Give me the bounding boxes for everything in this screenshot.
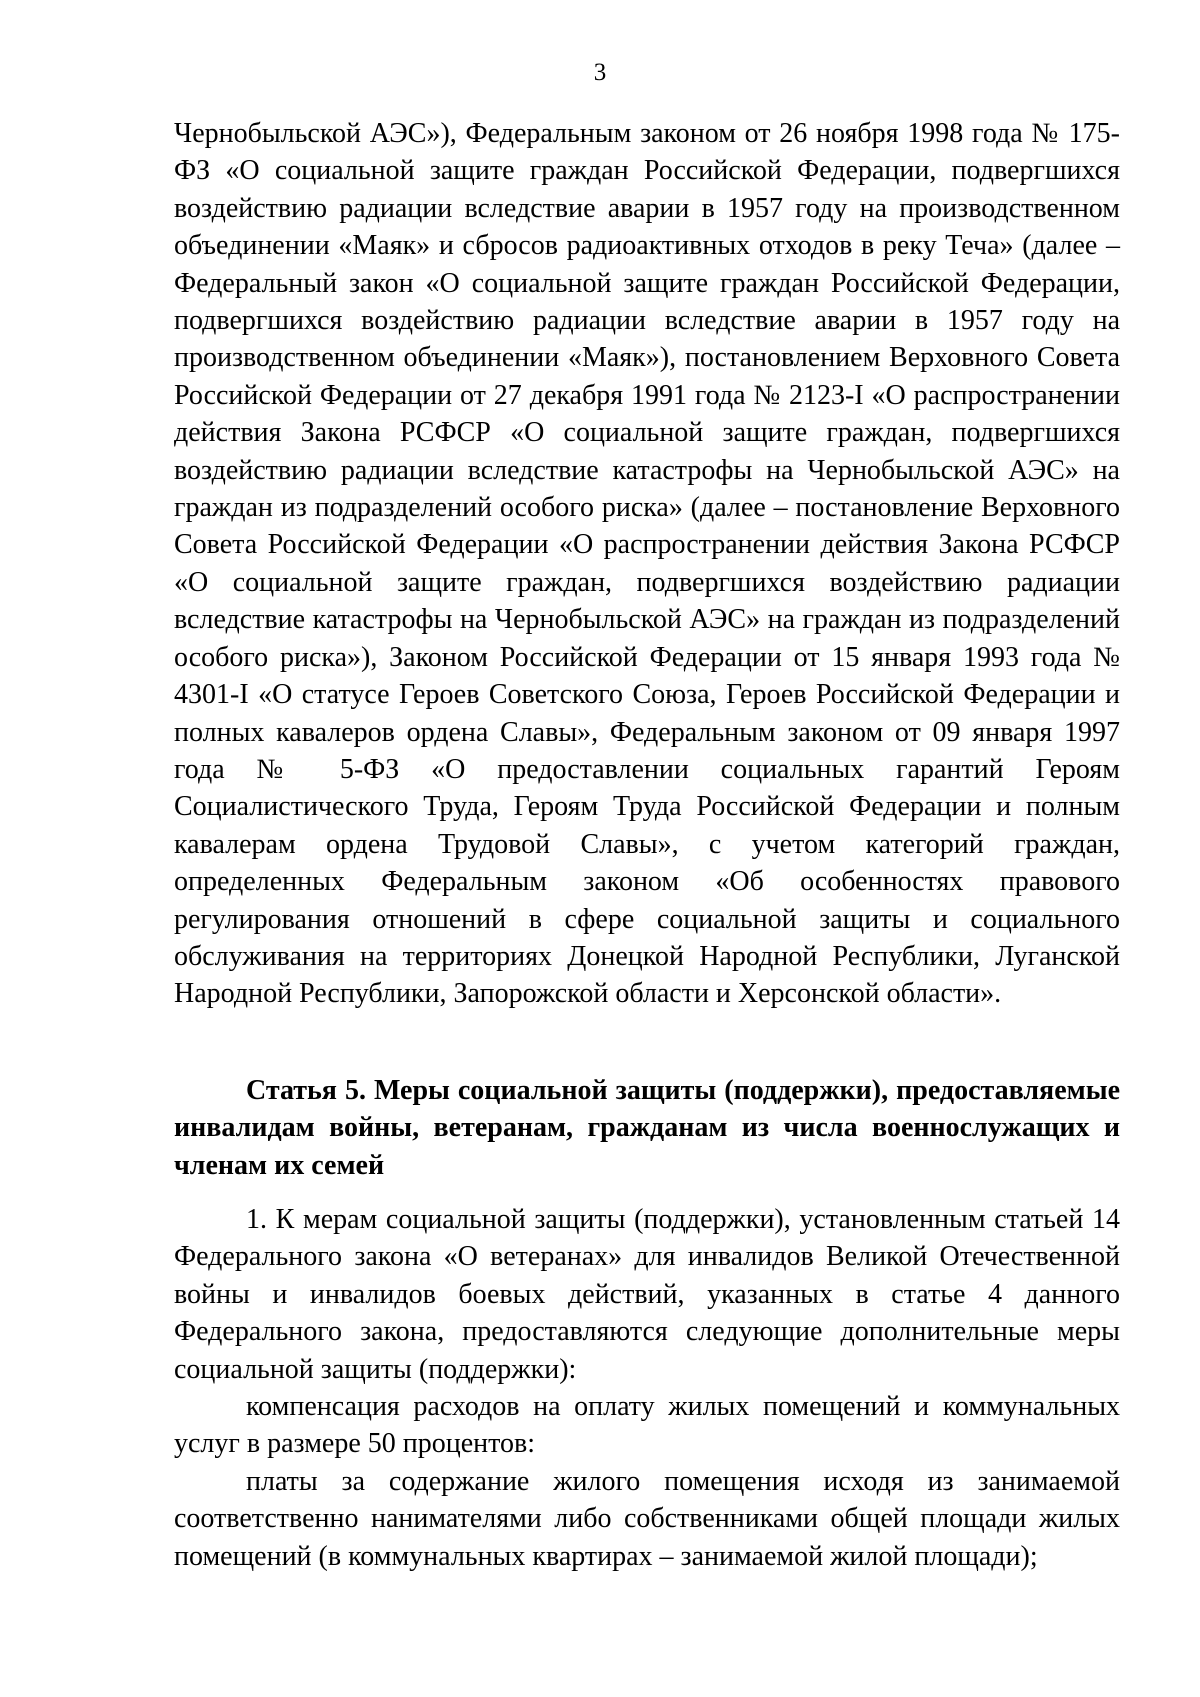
paragraph-1: 1. К мерам социальной защиты (поддержки), установленным статьей 14 Федерального закона «О ветеранах» для инвалидов Великой Отечественной войны и инвалидов боевых действий, указанных в статье 4 данного Федерального закона, предоставляются следующие дополнительные меры социальной защиты (поддержки): [174, 1204, 1120, 1385]
page-number: 3 [593, 59, 607, 86]
continuation-text-block [174, 115, 1120, 1013]
paragraph-maintenance-fee: платы за содержание жилого помещения исходя из занимаемой соответственно нанимателями либо собственниками общей площади жилых помещений (в коммунальных квартирах – занимаемой жилой площади); [174, 1465, 1120, 1572]
continuation-paragraph: Чернобыльской АЭС»), Федеральным законом от 26 ноября 1998 года № 175-ФЗ «О социальной защите граждан Российской Федерации, подвергшихся воздействию радиации вследствие аварии в 1957 году на производственном объединении «Маяк» и сбросов радиоактивных отходов в реку Теча» (далее – Федеральный закон «О социальной защите граждан Российской Федерации, подвергшихся воздействию радиации вследствие аварии в 1957 году на производственном объединении «Маяк»), постановлением Верховного Совета Российской Федерации от 27 декабря 1991 года № 2123-I «О распространении действия Закона РСФСР «О социальной защите граждан, подвергшихся воздействию радиации вследствие катастрофы на Чернобыльской АЭС» на граждан из подразделений особого риска» (далее – постановление Верховного Совета Российской Федерации «О распространении действия Закона РСФСР «О социальной защите граждан, подвергшихся воздействию радиации вследствие катастрофы на Чернобыльской АЭС» на граждан из подразделений особого риска»), Законом Российской Федерации от 15 января 1993 года № 4301-I «О статусе Героев Советского Союза, Героев Российской Федерации и полных кавалеров ордена Славы», Федеральным законом от 09 января 1997 года № 5-ФЗ «О предоставлении социальных гарантий Героям Социалистического Труда, Героям Труда Российской Федерации и полным кавалерам ордена Трудовой Славы», с учетом категорий граждан, определенных Федеральным законом «Об особенностях правового регулирования отношений в сфере социальной защиты и социального обслуживания на территориях Донецкой Народной Республики, Луганской Народной Республики, Запорожской области и Херсонской области». [174, 118, 1120, 1010]
article-body [174, 1201, 1120, 1575]
article-heading: Статья 5. Меры социальной защиты (поддержки), предоставляемые инвалидам войны, ветеранам, гражданам из числа военнослужащих и членам их семей [174, 1075, 1120, 1181]
paragraph-compensation: компенсация расходов на оплату жилых помещений и коммунальных услуг в размере 50 процентов: [174, 1391, 1120, 1460]
article-heading-block [174, 1072, 1120, 1184]
